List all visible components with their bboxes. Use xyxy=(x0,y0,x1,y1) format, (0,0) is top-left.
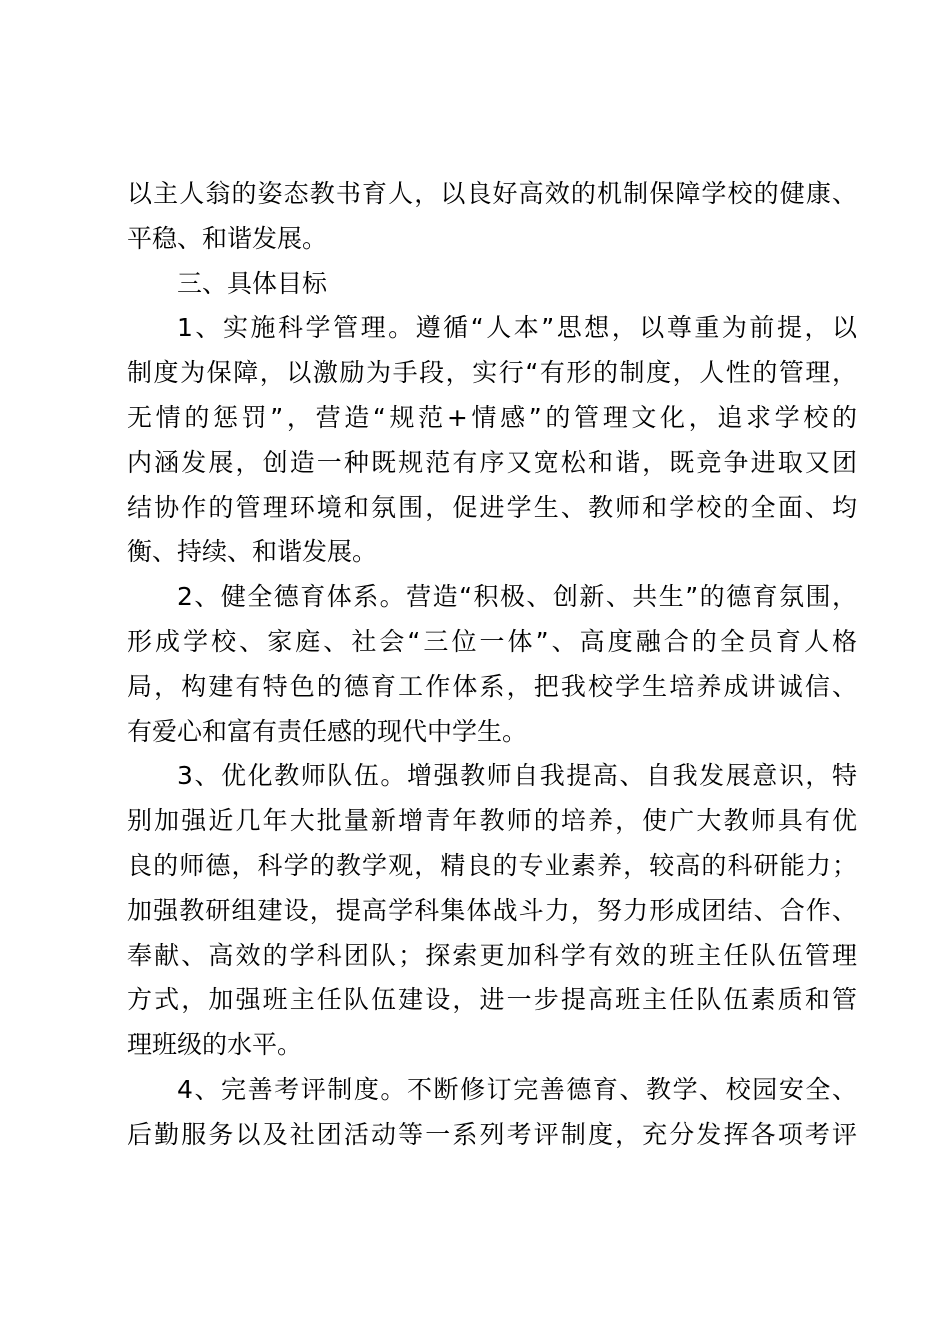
text-line: 理班级的水平。 xyxy=(127,1030,303,1060)
text-line: 内涵发展，创造一种既规范有序又宽松和谐，既竞争进取又团 xyxy=(127,447,857,477)
text-line: 1、实施科学管理。遵循“人本”思想，以尊重为前提，以 xyxy=(177,313,857,343)
text-line: 3、优化教师队伍。增强教师自我提高、自我发展意识，特 xyxy=(177,761,857,791)
text-line: 别加强近几年大批量新增青年教师的培养，使广大教师具有优 xyxy=(127,806,857,836)
text-line: 制度为保障，以激励为手段，实行“有形的制度，人性的管理， xyxy=(127,358,857,388)
text-line: 有爱心和富有责任感的现代中学生。 xyxy=(127,716,528,746)
text-line: 2、健全德育体系。营造“积极、创新、共生”的德育氛围， xyxy=(177,582,857,612)
text-line: 后勤服务以及社团活动等一系列考评制度，充分发挥各项考评 xyxy=(127,1119,857,1149)
text-line: 4、完善考评制度。不断修订完善德育、教学、校园安全、 xyxy=(177,1074,857,1104)
text-line: 平稳、和谐发展。 xyxy=(127,223,328,253)
text-line: 衡、持续、和谐发展。 xyxy=(127,537,378,567)
section-heading: 三、具体目标 xyxy=(177,268,328,298)
body-text xyxy=(127,172,857,1158)
text-line: 以主人翁的姿态教书育人，以良好高效的机制保障学校的健康、 xyxy=(127,179,857,208)
text-line: 形成学校、家庭、社会“三位一体”、高度融合的全员育人格 xyxy=(127,626,857,656)
text-line: 良的师德，科学的教学观，精良的专业素养，较高的科研能力； xyxy=(127,850,857,880)
text-line: 奉献、高效的学科团队；探索更加科学有效的班主任队伍管理 xyxy=(127,940,857,970)
text-line: 结协作的管理环境和氛围，促进学生、教师和学校的全面、均 xyxy=(127,492,857,522)
text-line: 无情的惩罚”，营造“规范+情感”的管理文化，追求学校的 xyxy=(127,402,857,432)
text-line: 加强教研组建设，提高学科集体战斗力，努力形成团结、合作、 xyxy=(127,895,857,925)
text-line: 局，构建有特色的德育工作体系，把我校学生培养成讲诚信、 xyxy=(127,671,857,701)
text-line: 方式，加强班主任队伍建设，进一步提高班主任队伍素质和管 xyxy=(127,985,857,1015)
